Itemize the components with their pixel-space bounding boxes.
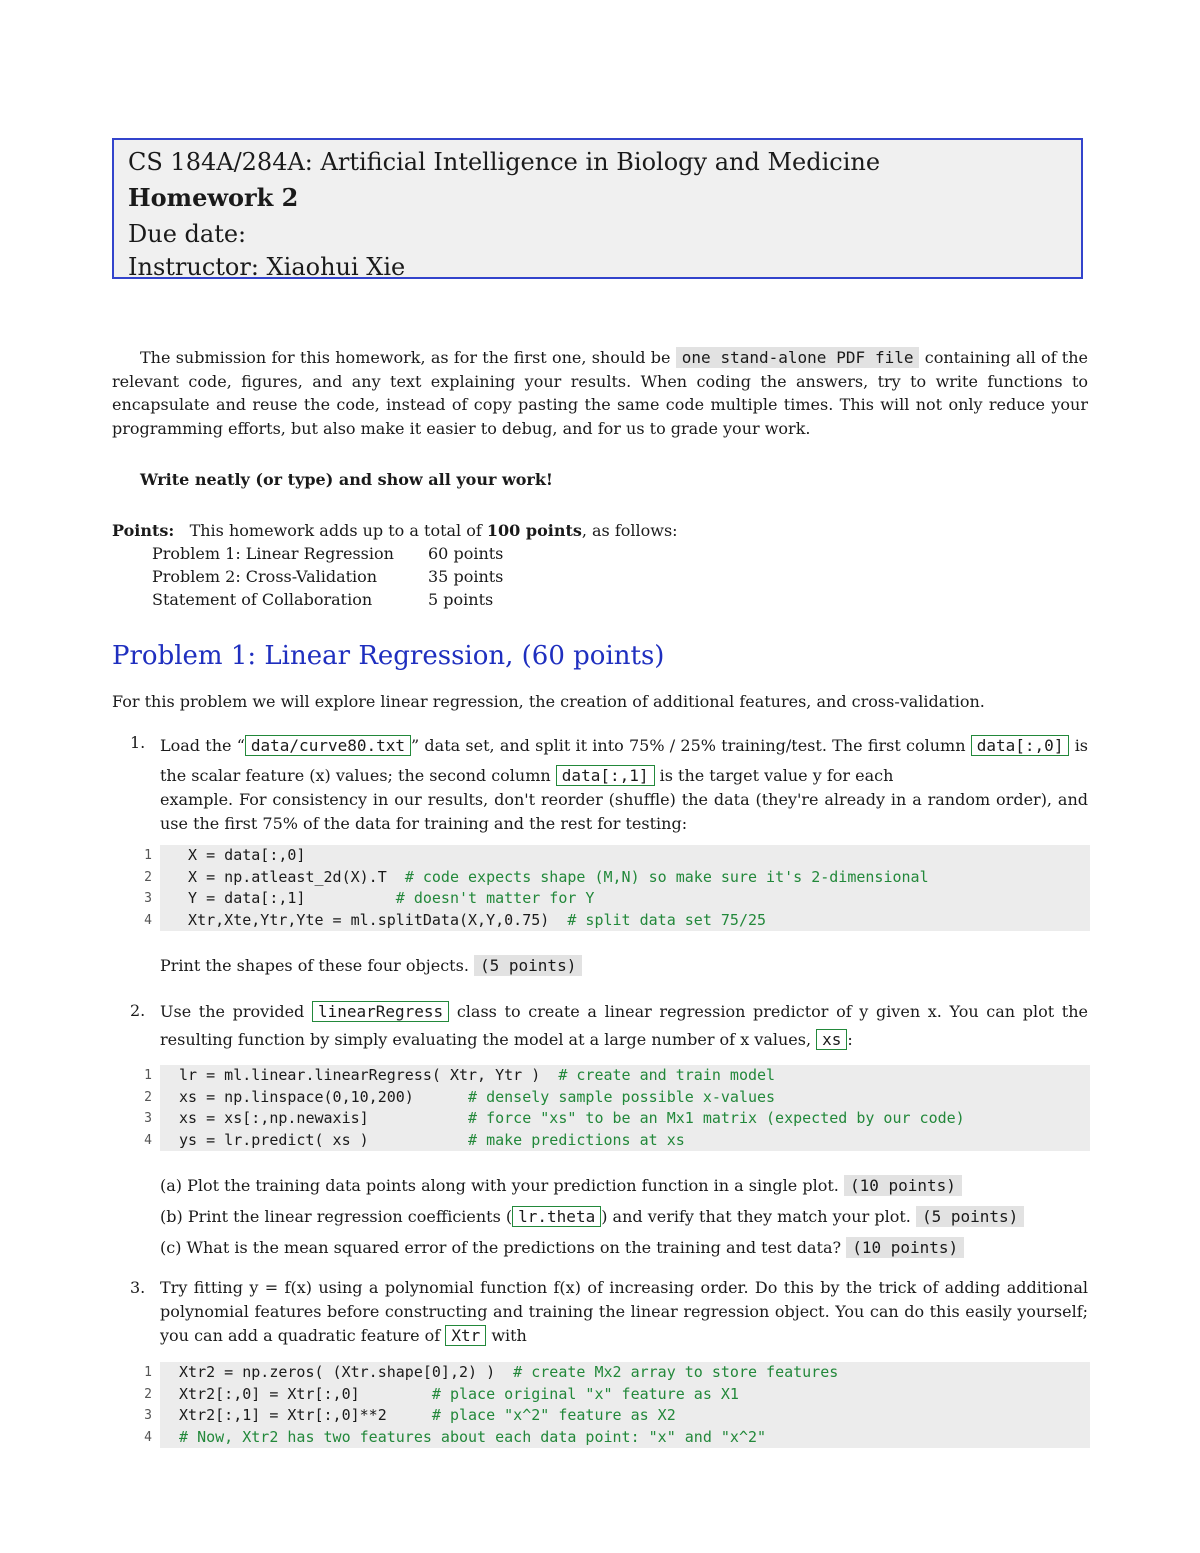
code-comment: # create and train model	[558, 1066, 776, 1084]
problem-1-intro: For this problem we will explore linear regression, the creation of additional features, and cross-validation.	[112, 692, 985, 711]
code-line	[160, 1427, 1090, 1449]
code-text: Xtr2 = np.zeros( (Xtr.shape[0],2) )	[170, 1363, 514, 1381]
code-comment: # place original "x" feature as X1	[431, 1384, 739, 1403]
item-1-text-part: Load the “	[160, 736, 245, 755]
line-number: 1	[144, 1068, 152, 1083]
code-comment: # place "x^2" feature as X2	[431, 1406, 676, 1424]
intro-text-before: The submission for this homework, as for the first one, should be	[140, 348, 671, 367]
linear-regress-code: linearRegress	[312, 1001, 449, 1022]
code-comment: # code expects shape (M,N) so make sure it's 2-dimensional	[404, 867, 929, 886]
subquestion-text: (a) Plot the training data points along with your prediction function in a single plot.	[160, 1176, 839, 1195]
code-text: Xtr2[:,1] = Xtr[:,0]**2	[170, 1406, 432, 1424]
column-0-code: data[:,0]	[971, 735, 1070, 756]
pdf-file-highlight: one stand-alone PDF file	[676, 347, 920, 368]
item-3-number: 3.	[130, 1278, 146, 1297]
line-number: 3	[144, 1111, 152, 1126]
code-text: Xtr,Xte,Ytr,Yte = ml.splitData(X,Y,0.75)	[170, 910, 568, 929]
code-comment: # Now, Xtr2 has two features about each data point: "x" and "x^2"	[179, 1427, 767, 1446]
points-badge: (5 points)	[474, 955, 582, 976]
code-line	[160, 1087, 1090, 1109]
line-number: 2	[144, 1386, 152, 1402]
code-line	[160, 1362, 1090, 1384]
item-1-print	[160, 953, 582, 978]
item-3-text	[160, 1276, 1088, 1348]
subquestion-c	[160, 1235, 964, 1260]
code-line	[160, 1384, 1090, 1406]
points-badge: (5 points)	[916, 1206, 1024, 1227]
code-text	[170, 1428, 179, 1446]
item-1-text-part: is the target value y for each	[659, 766, 894, 785]
line-number: 1	[144, 1365, 152, 1380]
subquestion-text: (b) Print the linear regression coefficients (	[160, 1207, 513, 1226]
item-1-text-part: ” data set, and split it into 75% / 25% training/test. The first column	[411, 736, 966, 755]
points-row-value: 35 points	[428, 567, 504, 586]
item-1-text	[160, 731, 1088, 791]
code-line	[160, 910, 1090, 932]
column-1-code: data[:,1]	[556, 765, 655, 786]
points-row-value: 60 points	[428, 544, 504, 563]
code-line	[160, 1065, 1090, 1087]
code-text: lr = ml.linear.linearRegress( Xtr, Ytr )	[170, 1066, 559, 1084]
xs-code: xs	[816, 1029, 847, 1050]
line-number: 2	[144, 869, 152, 885]
instructor: Instructor: Xiaohui Xie	[128, 253, 406, 281]
code-text: ys = lr.predict( xs )	[170, 1130, 469, 1149]
code-text: Xtr2[:,0] = Xtr[:,0]	[170, 1384, 432, 1403]
points-row-name: Statement of Collaboration	[152, 590, 373, 609]
code-comment: # make predictions at xs	[468, 1130, 685, 1149]
code-line	[160, 1108, 1090, 1130]
item-1-number: 1.	[130, 733, 146, 752]
points-total: 100 points	[486, 521, 582, 540]
subquestion-b	[160, 1204, 1024, 1229]
item-2-text-part: class to create a linear regression predictor of y given x. You can plot the	[456, 1002, 1089, 1021]
points-row-name: Problem 1: Linear Regression	[152, 544, 394, 563]
line-number: 1	[144, 848, 152, 863]
code-line	[160, 1130, 1090, 1152]
code-block-2	[160, 1065, 1090, 1151]
problem-1-title: Problem 1: Linear Regression, (60 points)	[112, 641, 665, 671]
points-text-after: , as follows:	[581, 521, 678, 540]
item-1-text-part: is the scalar feature (x) values; the second column	[160, 736, 1089, 785]
code-text: xs = np.linspace(0,10,200)	[170, 1087, 469, 1106]
subquestion-a	[160, 1173, 962, 1198]
line-number: 4	[144, 1132, 152, 1148]
homework-title: Homework 2	[128, 183, 299, 212]
code-line	[160, 888, 1090, 910]
item-2-text-part: :	[847, 1030, 853, 1049]
line-numbers	[138, 1065, 152, 1151]
code-block-1	[160, 845, 1090, 931]
code-comment: # force "xs" to be an Mx1 matrix (expected by our code)	[468, 1109, 965, 1127]
points-label: Points:	[112, 521, 175, 540]
code-comment: # densely sample possible x-values	[468, 1087, 776, 1106]
points-row-value: 5 points	[428, 590, 494, 609]
line-number: 4	[144, 1429, 152, 1445]
header-box	[112, 138, 1083, 279]
points-summary	[112, 519, 1088, 543]
line-number: 4	[144, 912, 152, 928]
course-title: CS 184A/284A: Artificial Intelligence in Biology and Medicine	[128, 148, 881, 176]
intro-paragraph	[112, 346, 1088, 440]
item-1-text-cont: example. For consistency in our results, don't reorder (shuffle) the data (they're already in a random order), and use the first 75% of the data for training and the rest for testing:	[160, 790, 1088, 833]
line-numbers	[138, 1362, 152, 1448]
points-text-before: This homework adds up to a total of	[189, 521, 482, 540]
work-note: Write neatly (or type) and show all your work!	[140, 470, 553, 489]
code-text: X = np.atleast_2d(X).T	[170, 867, 405, 886]
code-line	[160, 867, 1090, 889]
line-numbers	[138, 845, 152, 931]
item-3-text-part: with	[491, 1326, 527, 1345]
line-number: 3	[144, 891, 152, 906]
code-comment: # create Mx2 array to store features	[513, 1363, 839, 1381]
points-badge: (10 points)	[844, 1175, 962, 1196]
code-text: xs = xs[:,np.newaxis]	[170, 1109, 469, 1127]
file-name-code: data/curve80.txt	[245, 735, 411, 756]
item-2-text	[160, 998, 1088, 1054]
intro-text-after: containing all of the relevant code, figures, and any text explaining your results. When coding the answers, try to write functions to encapsulate and reuse the code, instead of copy pasting the same code multiple times. This will not only reduce your programming efforts, but also make it easier to debug, and for us to grade your work.	[112, 348, 1089, 438]
item-2-number: 2.	[130, 1001, 146, 1020]
line-number: 2	[144, 1089, 152, 1105]
code-line	[160, 845, 1090, 867]
points-badge: (10 points)	[846, 1237, 964, 1258]
code-text: X = data[:,0]	[170, 846, 306, 864]
code-line	[160, 1405, 1090, 1427]
item-2-text-part: Use the provided	[160, 1002, 305, 1021]
code-block-3	[160, 1362, 1090, 1448]
line-number: 3	[144, 1408, 152, 1423]
item-2-text-part: resulting function by simply evaluating the model at a large number of x values,	[160, 1030, 812, 1049]
xtr-code: Xtr	[445, 1325, 486, 1346]
code-comment: # split data set 75/25	[567, 910, 767, 929]
code-text: Y = data[:,1]	[170, 889, 396, 907]
item-3-text-part: Try fitting y = f(x) using a polynomial function f(x) of increasing order. Do this by the trick of adding additional polynomial features before constructing and training the linear regression object. You can do this easily yourself; you can add a quadratic feature of	[160, 1278, 1088, 1345]
points-row-name: Problem 2: Cross-Validation	[152, 567, 378, 586]
code-comment: # doesn't matter for Y	[395, 889, 595, 907]
subquestion-text: (c) What is the mean squared error of the predictions on the training and test data?	[160, 1238, 842, 1257]
due-date: Due date:	[128, 220, 247, 248]
lr-theta-code: lr.theta	[512, 1206, 601, 1227]
print-text: Print the shapes of these four objects.	[160, 956, 469, 975]
subquestion-text: ) and verify that they match your plot.	[601, 1207, 911, 1226]
